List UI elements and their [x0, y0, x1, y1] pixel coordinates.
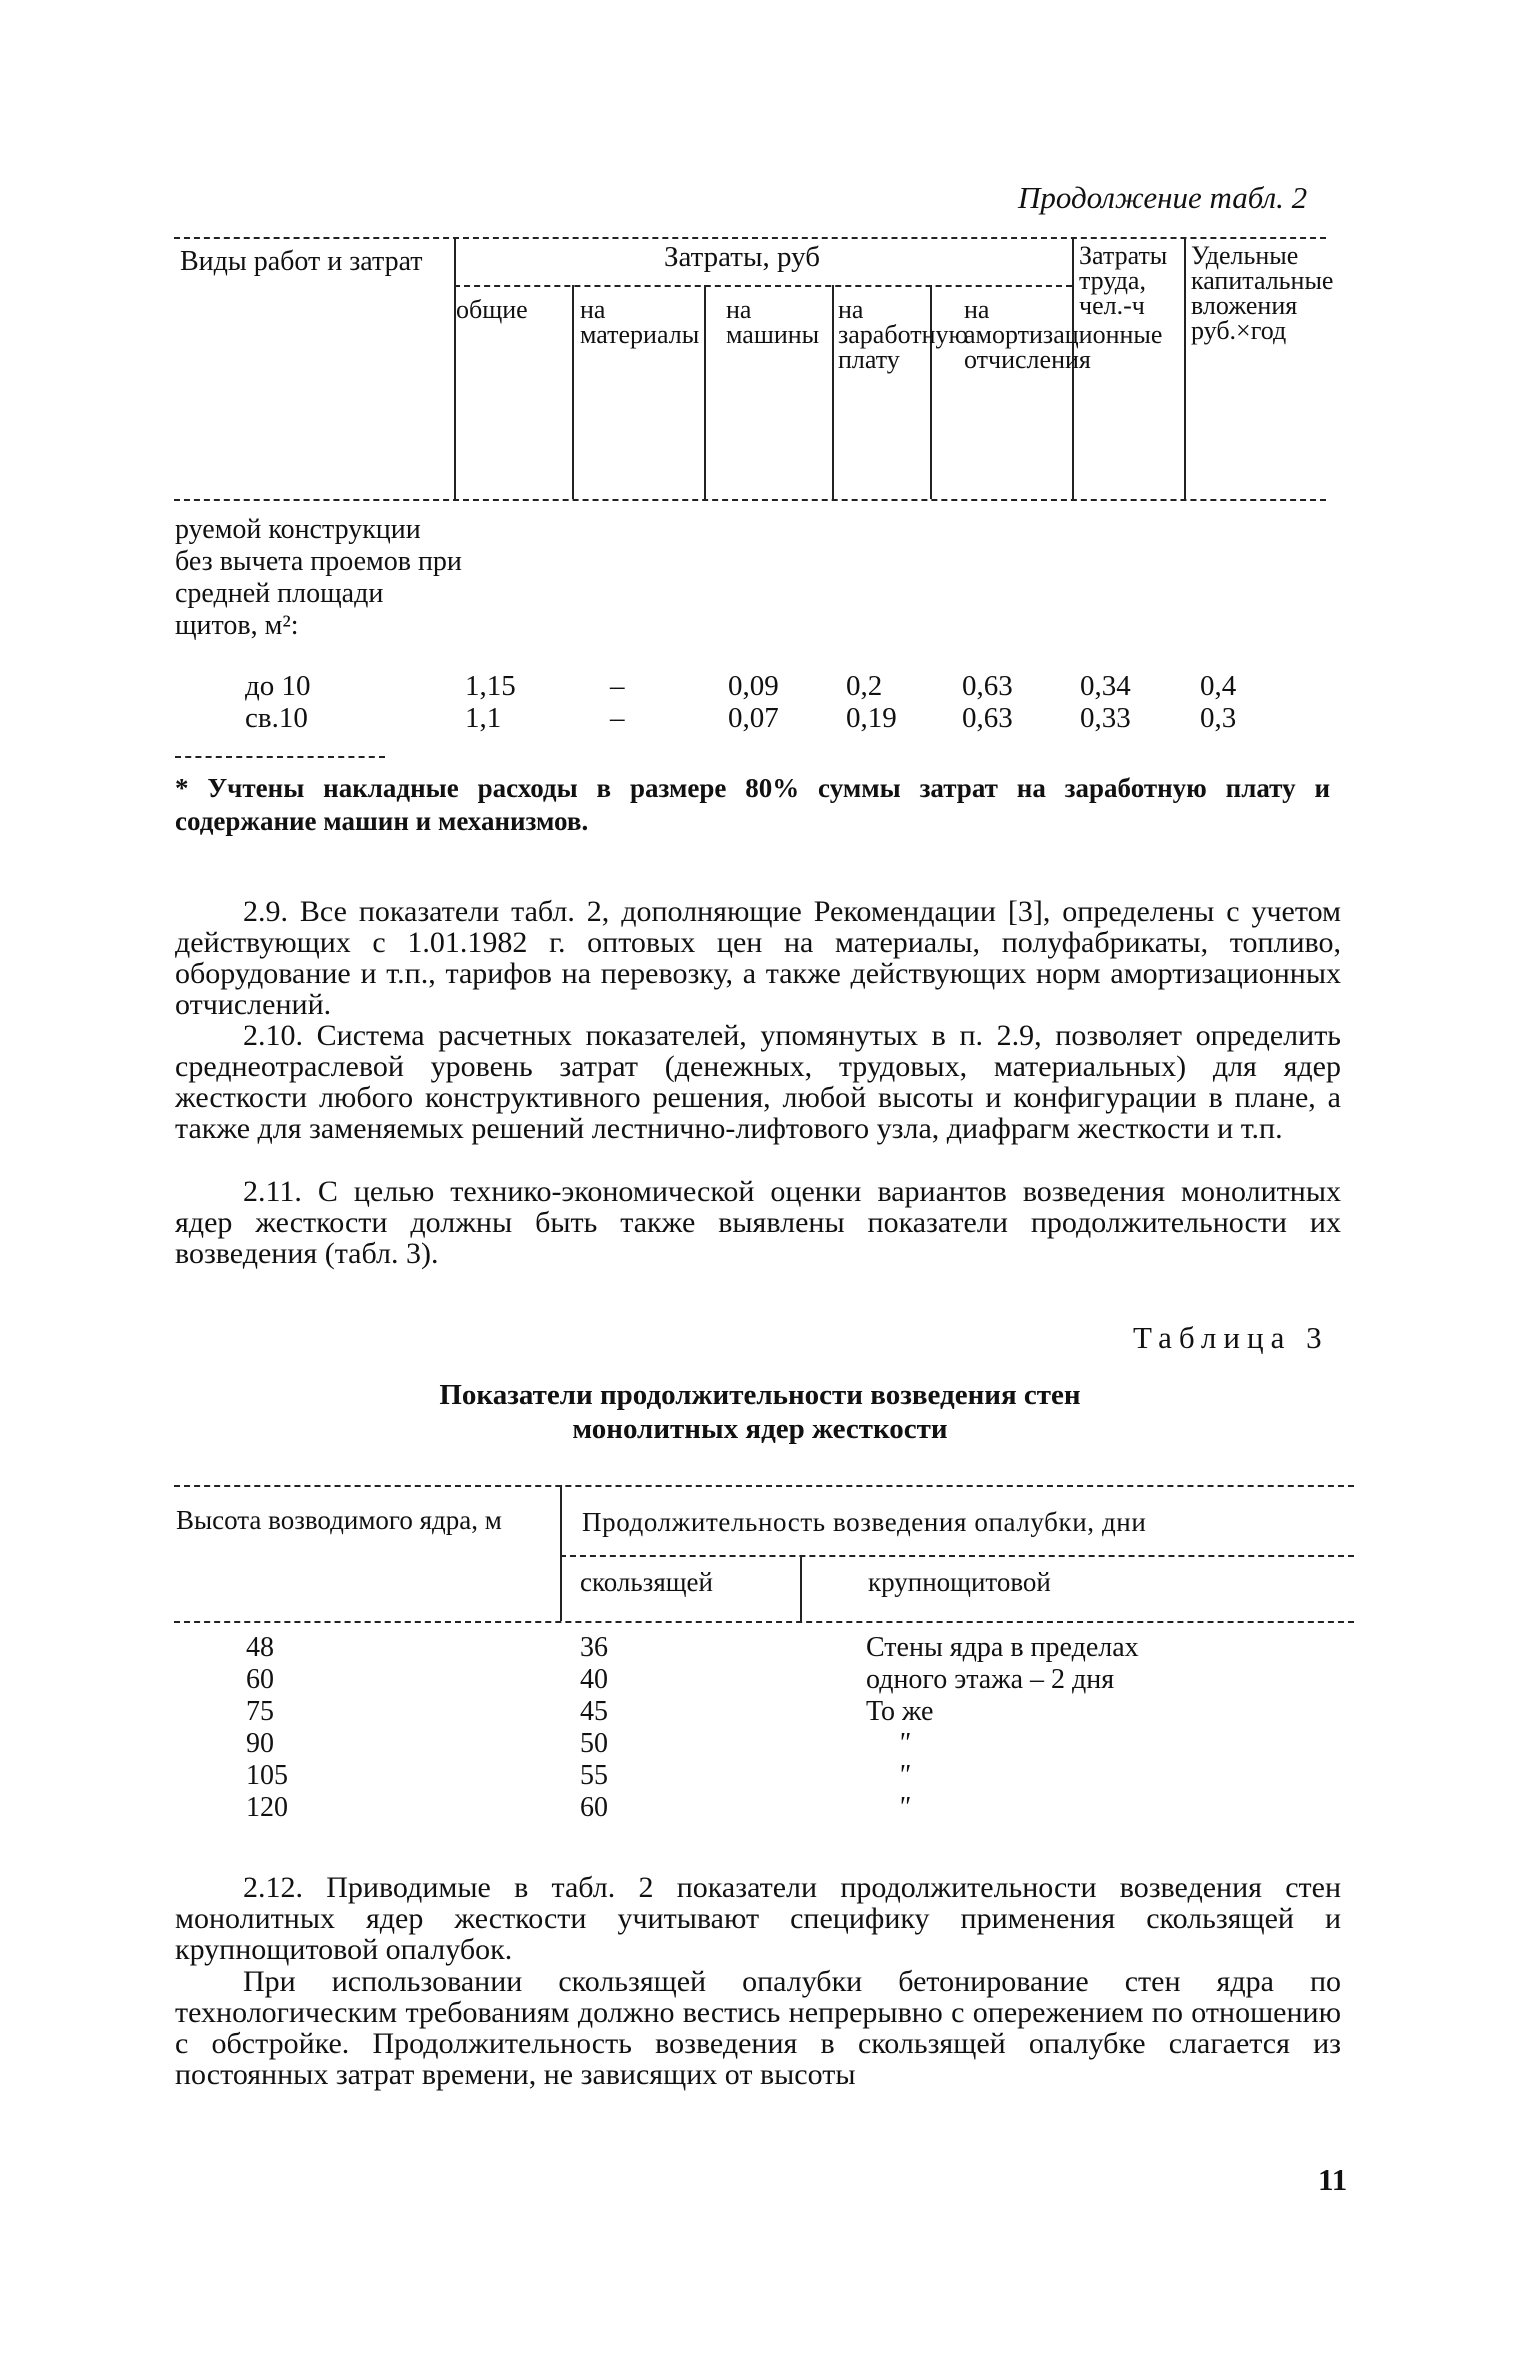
cell-sliding: 55: [580, 1760, 608, 1791]
header-panel: крупнощитовой: [868, 1567, 1051, 1597]
header-materials: на материалы: [580, 295, 700, 349]
paragraph-sliding-formwork: При использовании скользящей опалубки бетонирование стен ядра по технологическим требованиям должно вестись непрерывно с опережением по отношению с обстройке. Продолжительность возведения в скользящей опалубке слагается из постоянных затрат времени, не зависящих от высоты: [175, 1965, 1341, 2091]
col-divider: [1184, 237, 1186, 499]
cell-sliding: 36: [580, 1632, 608, 1663]
cell-labor: 0,34: [1080, 670, 1131, 702]
cell-panel: Стены ядра в пределах: [866, 1632, 1139, 1663]
paragraph-2-11: 2.11. С целью технико-экономической оценки вариантов возведения монолитных ядер жесткости должны быть также выявлены показатели продолжительности их возведения (табл. 3).: [175, 1175, 1341, 1270]
cell-panel: То же: [866, 1696, 934, 1727]
col-divider: [800, 1555, 802, 1621]
row-label: до 10: [245, 670, 311, 702]
cell-machines: 0,07: [728, 702, 779, 734]
cell-height: 60: [246, 1664, 274, 1695]
paragraph-2-9: 2.9. Все показатели табл. 2, дополняющие Рекомендации [3], определены с учетом действующих с 1.01.1982 г. оптовых цен на материалы, полуфабрикаты, топливо, оборудование и т.п., тарифов на перевозку, а также действующих норм амортизационных отчислений.: [175, 895, 1341, 1021]
header-investment: Удельные капитальные вложения руб.×год: [1191, 241, 1334, 345]
cell-height: 120: [246, 1792, 288, 1823]
paragraph-2-10: 2.10. Система расчетных показателей, упомянутых в п. 2.9, позволяет определить среднеотраслевой уровень затрат (денежных, трудовых, материальных) для ядер жесткости любого конструктивного решения, любой высоты и конфигурации в плане, а также для заменяемых решений лестнично-лифтового узла, диафрагм жесткости и т.п.: [175, 1019, 1341, 1145]
row-label: св.10: [245, 702, 308, 734]
duration-subheader-rule: [560, 1555, 1354, 1557]
paragraph-2-12: 2.12. Приводимые в табл. 2 показатели продолжительности возведения стен монолитных ядер жесткости учитывают специфику применения скользящей и крупнощитовой опалубок.: [175, 1871, 1341, 1966]
table-header-bottom-rule: [174, 499, 1326, 501]
cell-wages: 0,19: [846, 702, 897, 734]
cell-sliding: 50: [580, 1728, 608, 1759]
cell-labor: 0,33: [1080, 702, 1131, 734]
col-divider: [560, 1485, 562, 1621]
table-continuation-label: Продолжение табл. 2: [1018, 180, 1308, 215]
header-duration: Продолжительность возведения опалубки, дни: [582, 1507, 1147, 1537]
cell-panel-ditto: ": [898, 1792, 910, 1823]
footnote-rule: [175, 756, 385, 758]
cell-sliding: 40: [580, 1664, 608, 1695]
table-top-rule: [174, 237, 1326, 239]
cell-panel: одного этажа – 2 дня: [866, 1664, 1115, 1695]
cell-materials: –: [610, 702, 625, 734]
cell-materials: –: [610, 670, 625, 702]
cell-sliding: 60: [580, 1792, 608, 1823]
cell-total: 1,1: [465, 702, 502, 734]
cell-amortization: 0,63: [962, 670, 1013, 702]
costs-subheader-rule: [454, 285, 1072, 287]
page-number: 11: [1318, 2162, 1348, 2197]
table-header-bottom-rule: [174, 1621, 1354, 1623]
header-labor: Затраты труда, чел.-ч: [1079, 241, 1168, 320]
header-costs: Затраты, руб: [664, 241, 820, 273]
cell-height: 105: [246, 1760, 288, 1791]
cell-total: 1,15: [465, 670, 516, 702]
cell-panel-ditto: ": [898, 1728, 910, 1759]
cell-wages: 0,2: [846, 670, 883, 702]
table-3-title-line2: монолитных ядер жесткости: [572, 1413, 948, 1445]
col-divider: [704, 285, 706, 499]
cell-height: 75: [246, 1696, 274, 1727]
col-divider: [454, 237, 456, 499]
table-top-rule: [174, 1485, 1354, 1487]
table-3-title: [330, 1378, 1190, 1446]
col-divider: [832, 285, 834, 499]
cell-height: 48: [246, 1632, 274, 1663]
cell-height: 90: [246, 1728, 274, 1759]
header-sliding: скользящей: [580, 1567, 713, 1597]
footnote: * Учтены накладные расходы в размере 80% суммы затрат на заработную плату и содержание машин и механизмов.: [175, 773, 1330, 836]
header-amortization: на амортизационные отчисления: [964, 295, 1163, 374]
col-divider: [572, 285, 574, 499]
cell-investment: 0,3: [1200, 702, 1237, 734]
cell-amortization: 0,63: [962, 702, 1013, 734]
header-wages: на заработную плату: [838, 295, 968, 374]
cell-machines: 0,09: [728, 670, 779, 702]
cell-sliding: 45: [580, 1696, 608, 1727]
col-divider: [930, 285, 932, 499]
cell-investment: 0,4: [1200, 670, 1237, 702]
table-3-caption: Таблица 3: [1133, 1320, 1329, 1355]
table-3-title-line1: Показатели продолжительности возведения стен: [439, 1379, 1081, 1411]
header-height: Высота возводимого ядра, м: [176, 1505, 502, 1535]
header-total: общие: [456, 295, 528, 324]
row-group-label: руемой конструкции без вычета проемов при средней площади щитов, м²:: [175, 514, 462, 641]
header-machines: на машины: [726, 295, 820, 349]
header-work-types: Виды работ и затрат: [180, 246, 423, 277]
table-3: [174, 1485, 1354, 1825]
table-2: [174, 237, 1334, 507]
cell-panel-ditto: ": [898, 1760, 910, 1791]
